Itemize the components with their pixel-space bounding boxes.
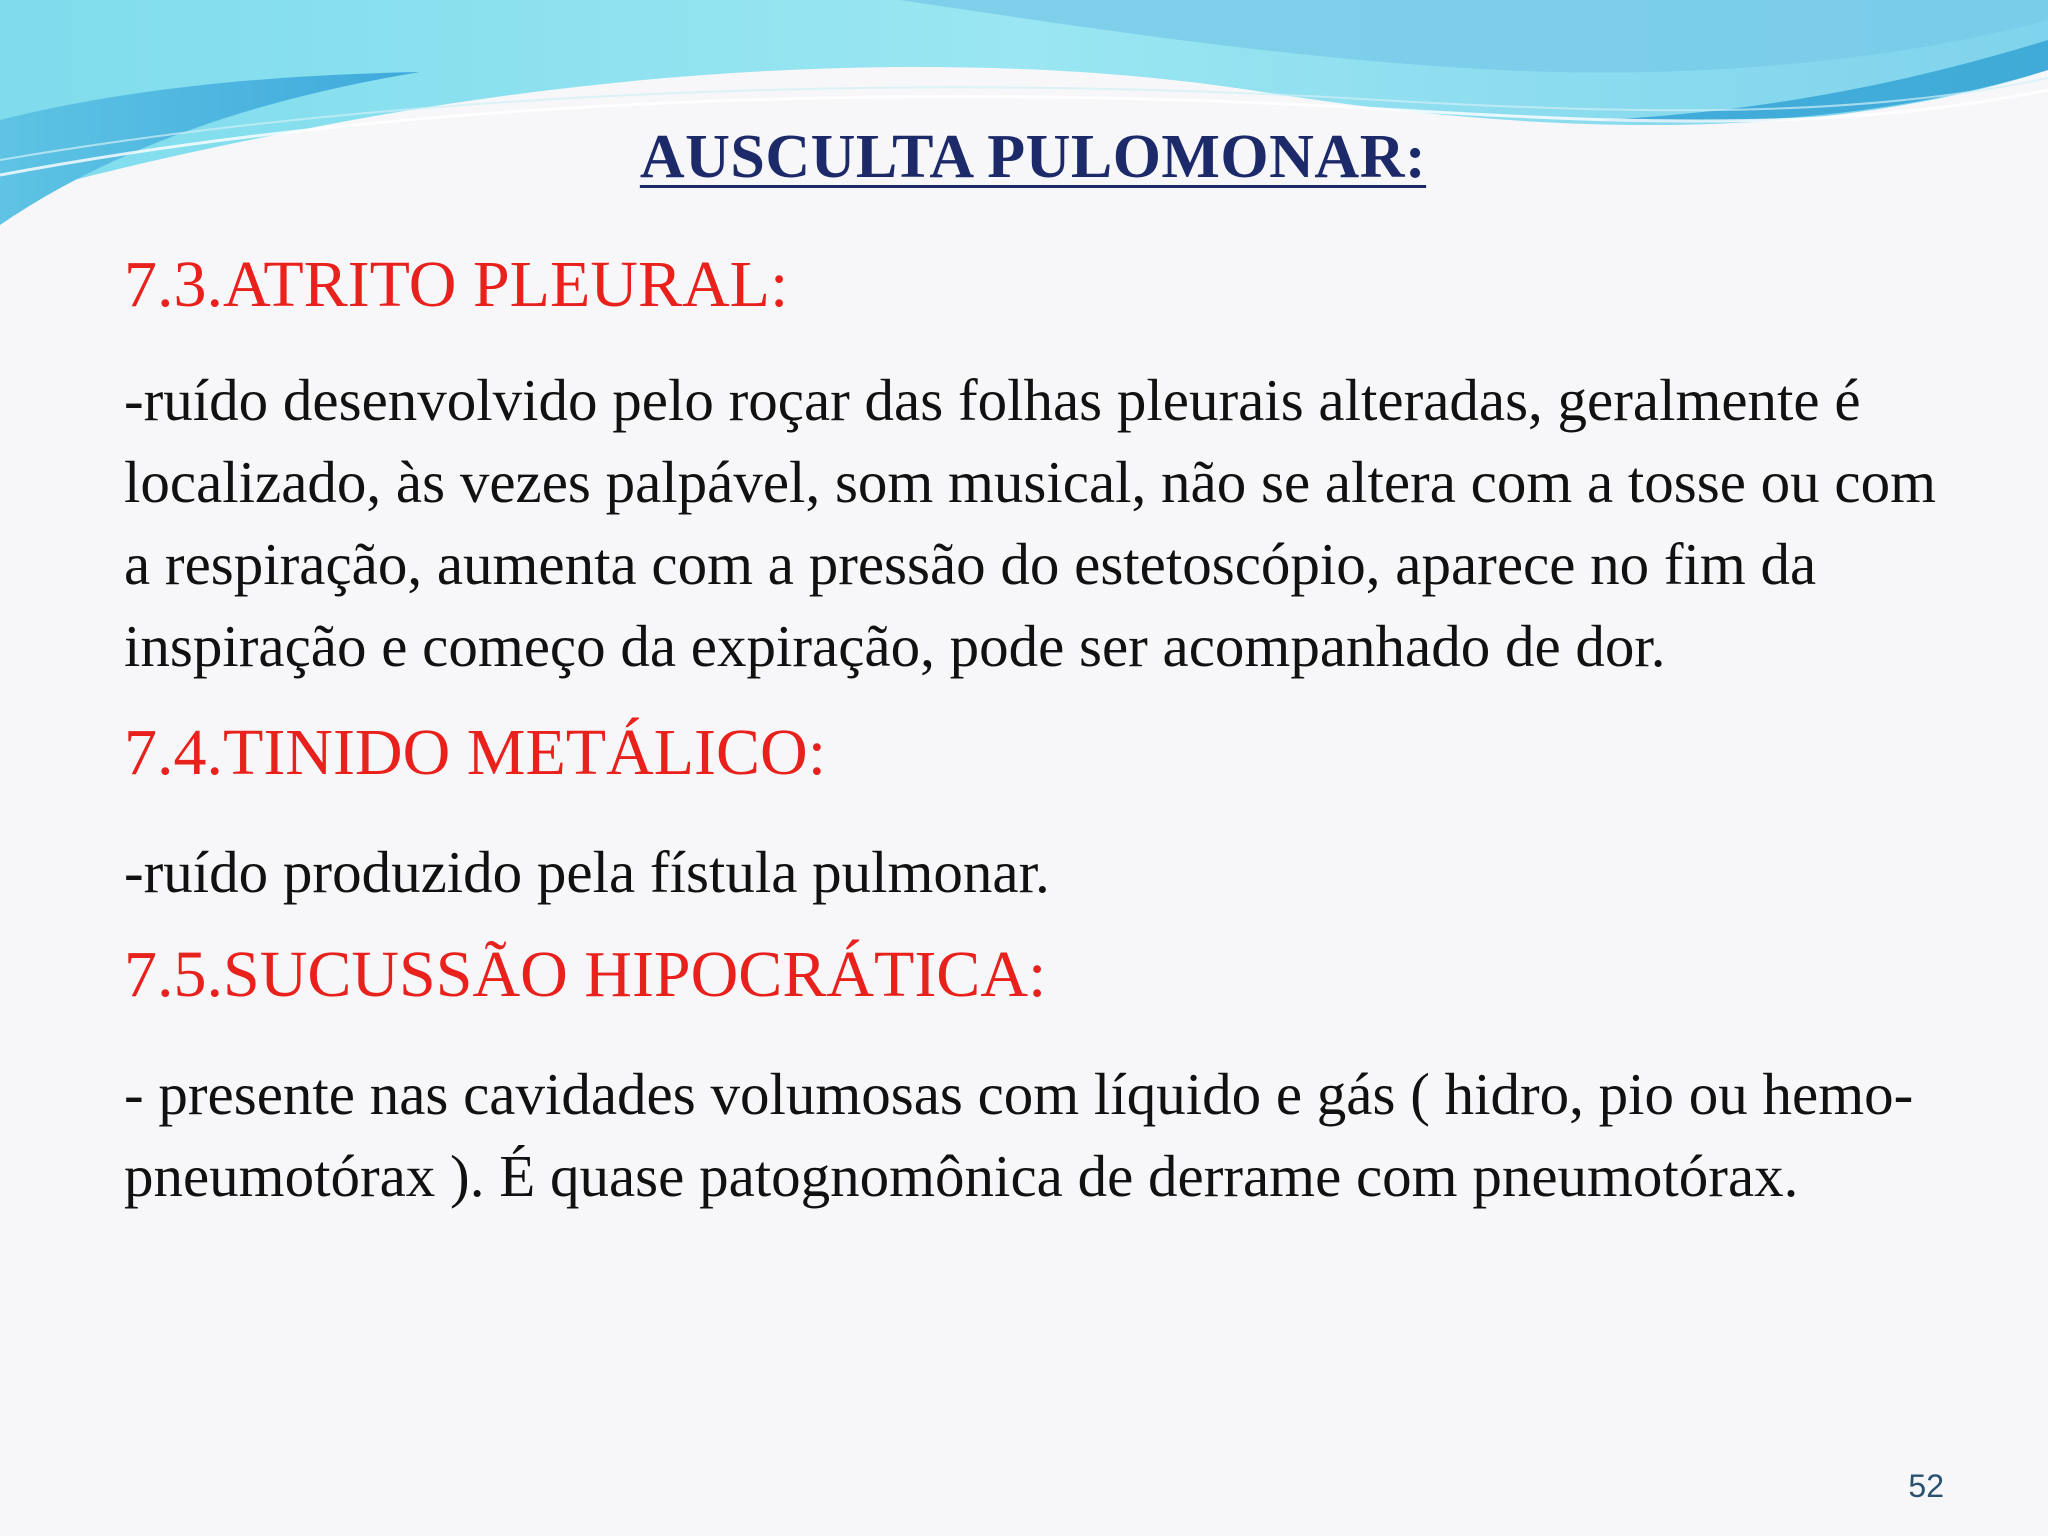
section-body-sucussao-hipocratica: - presente nas cavidades volumosas com líquido e gás ( hidro, pio ou hemo-pneumotórax ). É quase patognomônica de derrame com pneumotórax. (124, 1061, 1914, 1209)
section-body-tinido-metalico: -ruído produzido pela fístula pulmonar. (124, 839, 1050, 905)
section-heading-tinido-metalico: 7.4.TINIDO METÁLICO: (124, 716, 827, 789)
section-body-atrito-pleural: -ruído desenvolvido pelo roçar das folhas pleurais alteradas, geralmente é localizado, às vezes palpável, som musical, não se altera com a tosse ou com a respiração, aumenta com a pressão do estetoscópio, aparece no fim da inspiração e começo da expiração, pode ser acompanhado de dor. (124, 367, 1936, 679)
section-heading-atrito-pleural: 7.3.ATRITO PLEURAL: (124, 248, 789, 321)
page-number: 52 (1908, 1468, 1944, 1504)
slide-title-container (0, 122, 2048, 193)
slide-content (124, 245, 1964, 1217)
section-heading-sucussao-hipocratica: 7.5.SUCUSSÃO HIPOCRÁTICA: (124, 938, 1047, 1011)
slide-title: AUSCULTA PULOMONAR: (639, 123, 1427, 191)
